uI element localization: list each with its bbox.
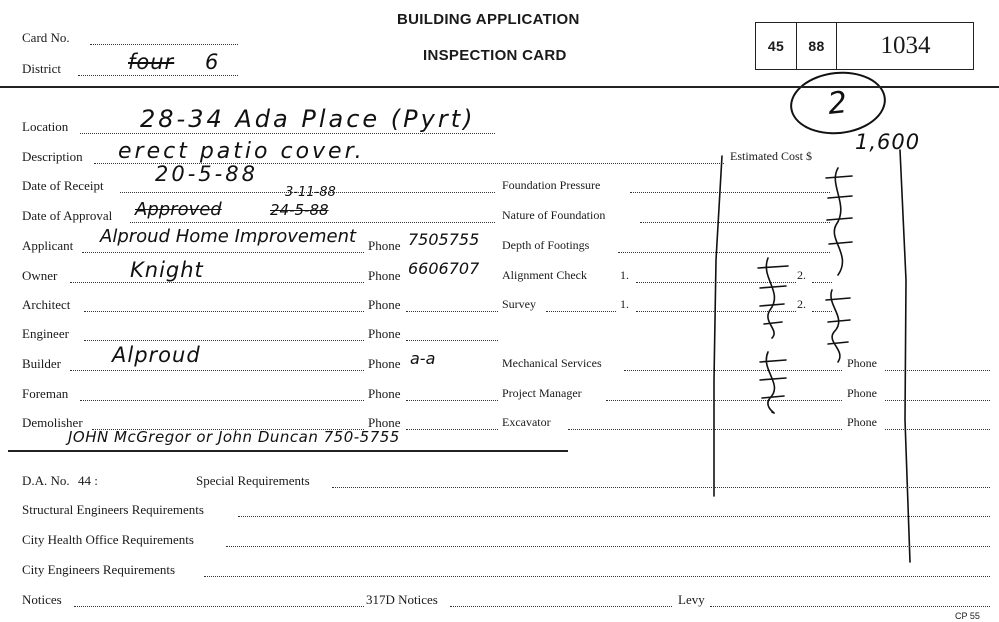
alignment-label: Alignment Check [502,268,587,282]
city-engineers-requirements-label: City Engineers Requirements [22,562,176,577]
da-value: 44 : [78,473,98,488]
depth-footings-label: Depth of Footings [502,238,590,252]
health-requirements-field[interactable] [226,546,990,547]
mechanical-phone-label: Phone [847,356,877,370]
architect-label: Architect [22,297,71,312]
builder-value: Alproud [112,343,201,367]
location-label: Location [22,119,69,134]
card-no-label: Card No. [22,30,70,45]
engineer-label: Engineer [22,326,69,341]
structural-requirements-field[interactable] [238,516,990,517]
approval-struck-date: 24-5-88 [270,201,329,219]
levy-label: Levy [678,592,705,607]
description-value: erect patio cover. [118,139,365,164]
struck-mark-alignment-cross [758,266,788,324]
receipt-label: Date of Receipt [22,178,104,193]
approval-label: Date of Approval [22,208,113,223]
owner-phone: 6606707 [408,259,480,278]
description-label: Description [22,149,83,164]
applicant-phone: 7505755 [408,230,480,249]
special-requirements-field[interactable] [332,487,990,488]
notices-317d-field[interactable] [450,606,672,607]
approval-value: 3-11-88 [285,185,336,200]
project-manager-label: Project Manager [502,386,582,400]
builder-phone: a-a [410,349,436,368]
code-a: 45 [767,38,785,54]
notices-317d-label: 317D Notices [366,592,438,607]
pen-line-left [714,156,722,496]
pen-line-right [900,150,910,562]
demolisher-phone-label: Phone [368,415,401,430]
engineer-phone-label: Phone [368,326,401,341]
struck-mark-alignment [766,258,774,338]
city-engineers-requirements-field[interactable] [204,576,990,577]
form-title-line1: BUILDING APPLICATION [397,11,580,28]
alignment-1-label: 1. [620,268,629,282]
structural-requirements-label: Structural Engineers Requirements [22,502,204,517]
struck-scrawl-upper [834,168,842,275]
owner-phone-label: Phone [368,268,401,283]
demolisher-label: Demolisher [22,415,83,430]
builder-phone-label: Phone [368,356,401,371]
applicant-phone-label: Phone [368,238,401,253]
struck-scrawl-mid [831,290,840,362]
survey-2-label: 2. [797,297,806,311]
district-struck-value: four [128,50,175,74]
alignment-2-label: 2. [797,268,806,282]
form-code: CP 55 [955,611,980,621]
builder-label: Builder [22,356,61,371]
applicant-value: Alproud Home Improvement [100,226,357,247]
estimated-cost-label: Estimated Cost $ [730,149,812,163]
district-value: 6 [205,50,220,74]
foreman-phone-label: Phone [368,386,401,401]
location-value: 28-34 Ada Place (Pyrt) [140,105,476,133]
receipt-value: 20-5-88 [155,162,258,186]
foundation-pressure-label: Foundation Pressure [502,178,601,192]
owner-label: Owner [22,268,58,283]
form-title-line2: INSPECTION CARD [423,47,567,64]
survey-label: Survey [502,297,536,311]
special-requirements-label: Special Requirements [196,473,310,488]
struck-scrawl-upper-cross [826,176,852,244]
survey-1-label: 1. [620,297,629,311]
estimated-cost-value: 1,600 [855,130,921,154]
excavator-phone-label: Phone [847,415,877,429]
excavator-label: Excavator [502,415,551,429]
project-manager-phone-label: Phone [847,386,877,400]
notices-field[interactable] [74,606,364,607]
notices-label: Notices [22,592,62,607]
mechanical-label: Mechanical Services [502,356,602,370]
da-label: D.A. No. [22,473,70,488]
approval-struck-text: Approved [135,199,222,220]
circled-mark-text: 2 [826,84,850,122]
contact-note: JOHN McGregor or John Duncan 750-5755 [68,428,400,446]
applicant-label: Applicant [22,238,74,253]
nature-foundation-label: Nature of Foundation [502,208,606,222]
struck-scrawl-mid-cross [826,298,850,344]
foreman-label: Foreman [22,386,69,401]
district-label: District [22,61,61,76]
levy-field[interactable] [710,606,990,607]
owner-value: Knight [130,258,204,282]
health-requirements-label: City Health Office Requirements [22,532,194,547]
card-number: 1034 [880,32,931,59]
architect-phone-label: Phone [368,297,401,312]
code-b: 88 [808,38,825,54]
